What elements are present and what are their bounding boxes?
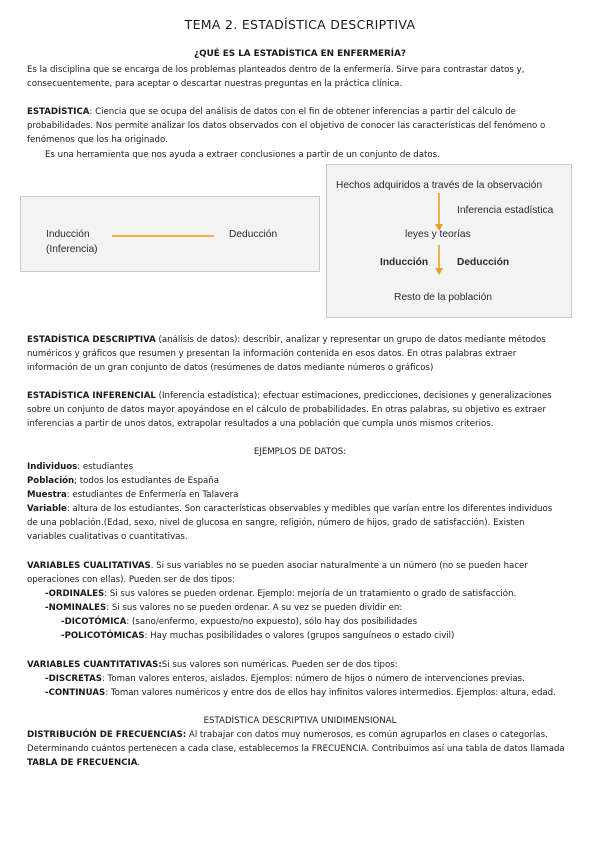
flow-arrow-down-icon	[433, 193, 445, 233]
flow-theories-label: leyes y teorías	[405, 229, 471, 240]
definition-term: ESTADÍSTICA	[27, 107, 90, 117]
example-muestra: Muestra: estudiantes de Enfermería en Talavera	[27, 490, 239, 500]
example-poblacion: Población; todos los estudiantes de España	[27, 476, 220, 486]
example-variable-line-3: variables cualitativas o cuantitativas.	[27, 532, 188, 542]
example-individuos: Individuos: estudiantes	[27, 462, 134, 472]
example-variable-line-1: Variable: altura de los estudiantes. Son características observables y medibles que varían entre los diferentes individuos	[27, 504, 553, 514]
intro-line-2: consecuentemente, para aceptar o descartar nuestras preguntas en la práctica clínica.	[27, 79, 403, 89]
page-title: TEMA 2. ESTADÍSTICA DESCRIPTIVA	[184, 17, 416, 32]
frequency-line-1: DISTRIBUCIÓN DE FRECUENCIAS: Al trabajar con datos muy numerosos, es común agruparlos en clases o categorías.	[27, 730, 548, 740]
qualitative-dicotomica: -DICOTÓMICA: (sano/enfermo, expuesto/no expuesto), sólo hay dos posibilidades	[61, 617, 418, 627]
qualitative-line-2: operaciones con ellas). Pueden ser de dos tipos:	[27, 575, 235, 585]
definition-line-1: ESTADÍSTICA: Ciencia que se ocupa del análisis de datos con el fin de obtener inferencias a partir del cálculo de	[27, 107, 516, 117]
descriptive-line-2: numéricos y gráficos que resumen y presentan la información contenida en esos datos. En otras palabras extraer	[27, 349, 517, 359]
section-heading-unidimensional: ESTADÍSTICA DESCRIPTIVA UNIDIMENSIONAL	[203, 716, 397, 726]
definition-line-3: fenómenos que los ha originado.	[27, 135, 168, 145]
flow-deduction-label: Deducción	[457, 257, 510, 268]
example-variable-line-2: de una población.(Edad, sexo, nivel de glucosa en sangre, religión, número de hijos, grado de satisfacción). Existen	[27, 518, 525, 528]
qualitative-policotomicas: -POLICOTÓMICAS: Hay muchas posibilidades o valores (grupos sanguíneos o estado civil)	[61, 631, 455, 641]
intro-line-1: Es la disciplina que se encarga de los problemas planteados dentro de la enfermería. Sirve para contrastar datos y,	[27, 65, 525, 75]
descriptive-line-1: ESTADÍSTICA DESCRIPTIVA (análisis de datos): describir, analizar y representar un grupo de datos mediante métodos	[27, 335, 546, 345]
section-heading-what-is: ¿QUÉ ES LA ESTADÍSTICA EN ENFERMERÍA?	[194, 49, 406, 59]
flow-induction-label: Inducción	[380, 257, 429, 268]
diagram-inference-label: (Inferencia)	[46, 244, 98, 255]
definition-line-2: probabilidades. Nos permite analizar los datos observados con el objetivo de conocer las características del fenómeno o	[27, 121, 546, 131]
inferential-line-1: ESTADÍSTICA INFERENCIAL (Inferencia estadística): efectuar estimaciones, predicciones, decisiones y generalizaciones	[27, 391, 552, 401]
flow-arrow-down-2-icon	[433, 245, 445, 277]
induction-deduction-diagram	[20, 196, 320, 272]
flow-population-label: Resto de la población	[394, 292, 492, 303]
qualitative-ordinales: -ORDINALES: Si sus valores se pueden ordenar. Ejemplo: mejoría de un tratamiento o grado de satisfacción.	[45, 589, 517, 599]
diagram-deduction-label: Deducción	[229, 229, 278, 240]
flow-observation-label: Hechos adquiridos a través de la observación	[336, 180, 543, 191]
quantitative-line-1: VARIABLES CUANTITATIVAS:Si sus valores son numéricas. Pueden ser de dos tipos:	[27, 660, 398, 670]
observation-flow-diagram	[326, 164, 572, 318]
diagram-connector-line	[112, 235, 214, 237]
flow-inference-label: Inferencia estadística	[457, 205, 554, 216]
frequency-line-3: TABLA DE FRECUENCIA.	[27, 758, 141, 768]
definition-line-4: Es una herramienta que nos ayuda a extraer conclusiones a partir de un conjunto de datos.	[45, 150, 440, 160]
section-heading-examples: EJEMPLOS DE DATOS:	[253, 447, 347, 457]
qualitative-line-1: VARIABLES CUALITATIVAS. Si sus variables no se pueden asociar naturalmente a un número (no se pueden hacer	[27, 561, 528, 571]
inferential-line-3: inferencias a partir de unos datos, extrapolar resultados a una población que cumpla unos mismos criterios.	[27, 419, 494, 429]
diagram-induction-label: Inducción	[46, 229, 90, 240]
quantitative-continuas: -CONTINUAS: Toman valores numéricos y entre dos de ellos hay infinitos valores intermedios. Ejemplos: altura, edad.	[45, 688, 556, 698]
descriptive-line-3: información de un gran conjunto de datos (resúmenes de datos mediante números o gráficos)	[27, 363, 434, 373]
qualitative-nominales: -NOMINALES: Si sus valores no se pueden ordenar. A su vez se pueden dividir en:	[45, 603, 403, 613]
inferential-term: ESTADÍSTICA INFERENCIAL	[27, 391, 156, 401]
frequency-line-2: Determinando cuántos pertenecen a cada clase, establecemos la FRECUENCIA. Contribuimos así una tabla de datos llamada	[27, 744, 565, 754]
inferential-line-2: sobre un conjunto de datos mayor apoyándose en el cálculo de probabilidades. En otras palabras, su objetivo es extraer	[27, 405, 546, 415]
descriptive-term: ESTADÍSTICA DESCRIPTIVA	[27, 335, 156, 345]
quantitative-discretas: -DISCRETAS: Toman valores enteros, aislados. Ejemplos: número de hijos o número de intervenciones previas.	[45, 674, 525, 684]
